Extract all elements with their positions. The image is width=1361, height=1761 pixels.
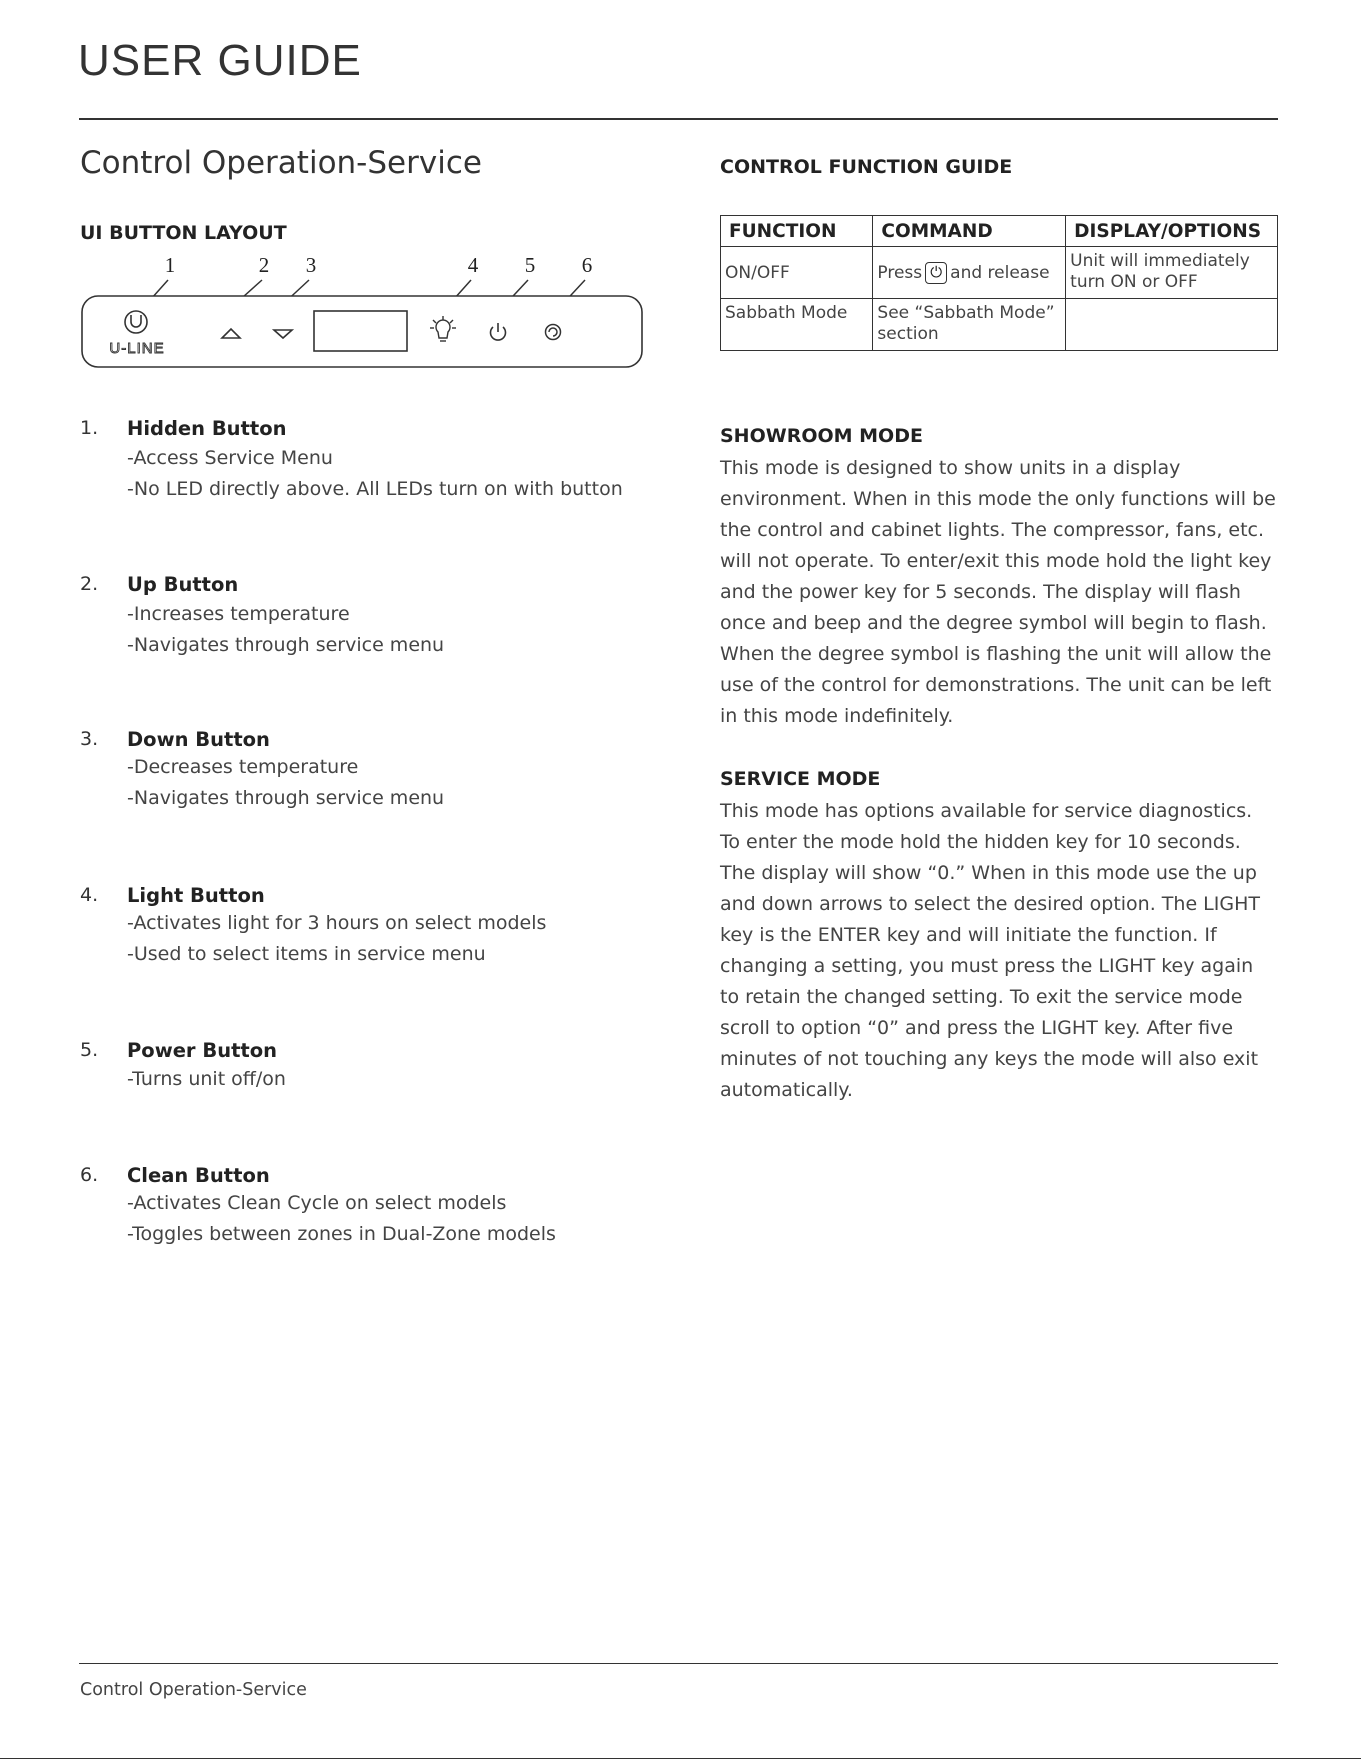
item-line: -Activates light for 3 hours on select models (127, 912, 547, 934)
item-line: -Used to select items in service menu (127, 943, 486, 965)
item-number: 3. (80, 728, 99, 750)
control-guide-heading: CONTROL FUNCTION GUIDE (720, 156, 1013, 178)
paragraph-line: to retain the changed setting. To exit the service mode (720, 986, 1243, 1008)
table-header-row (721, 216, 1278, 247)
table-cell-display: Unit will immediately turn ON or OFF (1066, 247, 1278, 299)
callout-5: 5 (524, 253, 536, 277)
callout-4: 4 (467, 253, 479, 277)
control-function-table (720, 215, 1278, 351)
paragraph-line: environment. When in this mode the only functions will be (720, 488, 1276, 510)
table-cell-function: Sabbath Mode (721, 299, 873, 351)
service-mode-section (720, 768, 1280, 1106)
item-line: -Turns unit off/on (127, 1068, 286, 1090)
footer-text: Control Operation-Service (80, 1680, 307, 1700)
item-title: Light Button (127, 884, 265, 907)
paragraph-line: in this mode indefinitely. (720, 705, 954, 727)
item-line: -Increases temperature (127, 603, 350, 625)
callout-3: 3 (305, 253, 317, 277)
paragraph-line: The display will show “0.” When in this mode use the up (720, 862, 1257, 884)
item-number: 4. (80, 884, 99, 906)
table-row (721, 247, 1278, 299)
item-title: Hidden Button (127, 417, 287, 440)
paragraph-line: This mode is designed to show units in a display (720, 457, 1181, 479)
item-line: -Decreases temperature (127, 756, 359, 778)
power-key-icon: ⏻ (925, 262, 947, 284)
showroom-mode-section (720, 425, 1280, 732)
service-mode-text (720, 796, 1280, 1106)
item-line: -No LED directly above. All LEDs turn on with button (127, 478, 623, 500)
item-number: 1. (80, 417, 99, 439)
item-number: 5. (80, 1039, 99, 1061)
item-line: -Activates Clean Cycle on select models (127, 1192, 507, 1214)
paragraph-line: To enter the mode hold the hidden key for 10 seconds. (720, 831, 1241, 853)
paragraph-line: This mode has options available for service diagnostics. (720, 800, 1253, 822)
paragraph-line: and the power key for 5 seconds. The display will flash (720, 581, 1241, 603)
callout-6: 6 (581, 253, 593, 277)
paragraph-line: and down arrows to select the desired option. The LIGHT (720, 893, 1260, 915)
callout-1: 1 (164, 253, 176, 277)
item-line: -Navigates through service menu (127, 787, 445, 809)
command-text: and release (950, 263, 1050, 283)
paragraph-line: use of the control for demonstrations. The unit can be left (720, 674, 1272, 696)
item-title: Down Button (127, 728, 270, 751)
column-header-command: COMMAND (873, 216, 1066, 247)
item-number: 2. (80, 573, 99, 595)
paragraph-line: changing a setting, you must press the LIGHT key again (720, 955, 1254, 977)
table-row (721, 299, 1278, 351)
item-line: -Access Service Menu (127, 447, 333, 469)
ui-button-layout-diagram (80, 248, 645, 372)
table-cell-function: ON/OFF (721, 247, 873, 299)
page-edge-line (0, 1758, 1361, 1759)
paragraph-line: will not operate. To enter/exit this mode hold the light key (720, 550, 1272, 572)
item-line: -Navigates through service menu (127, 634, 445, 656)
callout-2: 2 (258, 253, 270, 277)
header-divider (79, 118, 1278, 120)
temperature-display (314, 311, 407, 351)
command-text: Press (877, 263, 923, 283)
item-number: 6. (80, 1164, 99, 1186)
brand-logo: U-LINE (109, 340, 165, 357)
ui-layout-heading: UI BUTTON LAYOUT (80, 222, 287, 244)
section-title: Control Operation-Service (80, 145, 482, 181)
table-cell-display (1066, 299, 1278, 351)
service-mode-heading: SERVICE MODE (720, 768, 881, 790)
item-line: -Toggles between zones in Dual-Zone models (127, 1223, 556, 1245)
column-header-display: DISPLAY/OPTIONS (1066, 216, 1278, 247)
item-title: Up Button (127, 573, 239, 596)
paragraph-line: key is the ENTER key and will initiate the function. If (720, 924, 1217, 946)
item-title: Power Button (127, 1039, 278, 1062)
footer-divider (79, 1663, 1278, 1664)
column-header-function: FUNCTION (721, 216, 873, 247)
paragraph-line: scroll to option “0” and press the LIGHT key. After five (720, 1017, 1234, 1039)
showroom-mode-text (720, 453, 1280, 732)
paragraph-line: automatically. (720, 1079, 853, 1101)
paragraph-line: When the degree symbol is flashing the unit will allow the (720, 643, 1272, 665)
document-title: USER GUIDE (78, 36, 362, 85)
paragraph-line: minutes of not touching any keys the mode will also exit (720, 1048, 1259, 1070)
table-cell-command: See “Sabbath Mode” section (873, 299, 1066, 351)
item-title: Clean Button (127, 1164, 270, 1187)
table-cell-command (873, 247, 1066, 299)
paragraph-line: the control and cabinet lights. The compressor, fans, etc. (720, 519, 1265, 541)
showroom-mode-heading: SHOWROOM MODE (720, 425, 923, 447)
paragraph-line: once and beep and the degree symbol will begin to flash. (720, 612, 1267, 634)
